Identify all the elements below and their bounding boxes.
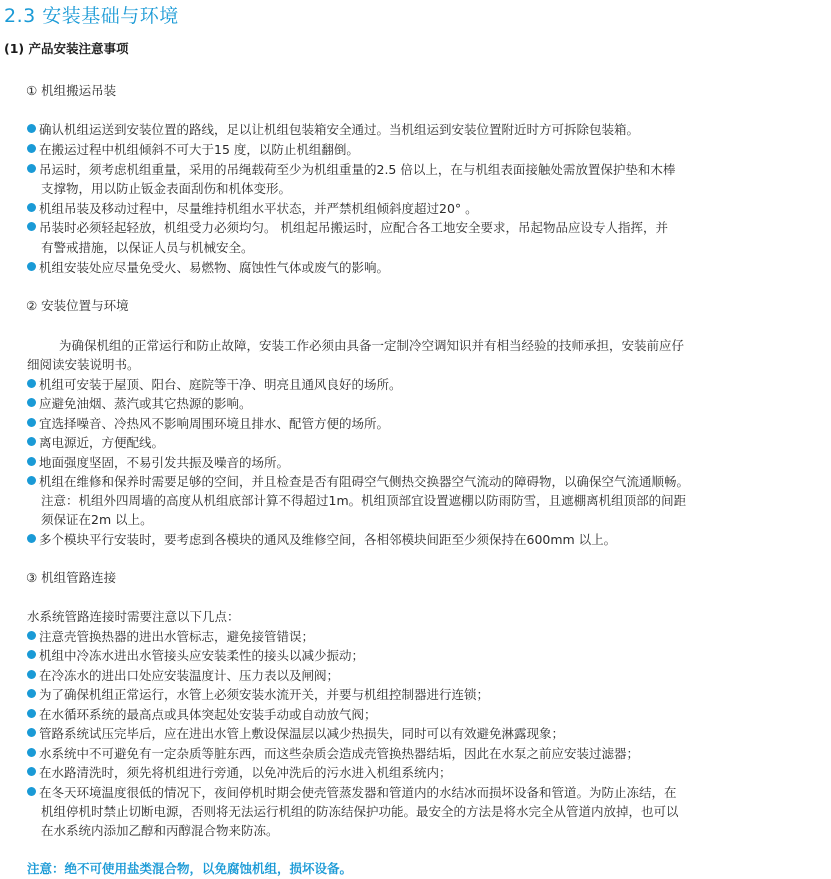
list-item: 多个模块平行安装时，要考虑到各模块的通风及维修空间，各相邻模块间距至少须保持在600mm 以上。	[27, 530, 616, 548]
page-title: 2.3 安装基础与环境	[4, 5, 179, 27]
warning-note: 注意：绝不可使用盐类混合物，以免腐蚀机组，损坏设备。	[27, 861, 353, 876]
list-item: 在搬运过程中机组倾斜不可大于15 度，以防止机组翻倒。	[27, 140, 359, 158]
list-item: 机组吊装及移动过程中，尽量维持机组水平状态，并严禁机组倾斜度超过20° 。	[27, 199, 478, 217]
list-item: 吊运时，须考虑机组重量，采用的吊绳载荷至少为机组重量的2.5 倍以上，在与机组表面接触处需放置保护垫和木棒	[27, 160, 675, 178]
paragraph-line: 细阅读安装说明书。	[27, 357, 140, 372]
list-item: 在水路清洗时，须先将机组进行旁通，以免冲洗后的污水进入机组系统内；	[27, 763, 452, 781]
section-subtitle: (1) 产品安装注意事项	[4, 41, 129, 56]
list-item: 地面强度坚固，不易引发共振及噪音的场所。	[27, 453, 289, 471]
list-item: 离电源近，方便配线。	[27, 433, 164, 451]
list-item-continuation: 支撑物，用以防止钣金表面刮伤和机体变形。	[41, 181, 292, 196]
list-item: 管路系统试压完毕后，应在进出水管上敷设保温层以减少热损失，同时可以有效避免淋露现象；	[27, 724, 564, 742]
list-item: 确认机组运送到安装位置的路线，足以让机组包装箱安全通过。当机组运到安装位置附近时方可拆除包装箱。	[27, 120, 639, 138]
list-item-continuation: 须保证在2m 以上。	[41, 512, 153, 527]
list-item: 为了确保机组正常运行，水管上必须安装水流开关，并要与机组控制器进行连锁；	[27, 685, 489, 703]
list-item: 吊装时必须轻起轻放，机组受力必须均匀。 机组起吊搬运时，应配合各工地安全要求，吊起物品应设专人指挥，并	[27, 218, 668, 236]
list-item-continuation: 在水系统内添加乙醇和丙醇混合物来防冻。	[41, 823, 279, 838]
paragraph-line: 为确保机组的正常运行和防止故障，安装工作必须由具备一定制冷空调知识并有相当经验的技师承担，安装前应仔	[59, 338, 685, 353]
section-1-heading: ① 机组搬运吊装	[26, 83, 117, 98]
section-2-heading: ② 安装位置与环境	[26, 298, 129, 313]
list-item: 机组中冷冻水进出水管接头应安装柔性的接头以减少振动；	[27, 646, 364, 664]
list-item: 机组安装处应尽量免受火、易燃物、腐蚀性气体或废气的影响。	[27, 258, 389, 276]
list-item: 水系统中不可避免有一定杂质等脏东西，而这些杂质会造成壳管换热器结垢，因此在水泵之前应安装过滤器；	[27, 744, 639, 762]
list-item: 注意壳管换热器的进出水管标志，避免接管错误；	[27, 627, 314, 645]
list-item: 在冷冻水的进出口处应安装温度计、压力表以及闸阀；	[27, 666, 339, 684]
list-item: 宜选择噪音、冷热风不影响周围环境且排水、配管方便的场所。	[27, 414, 389, 432]
list-item: 在冬天环境温度很低的情况下，夜间停机时期会使壳管蒸发器和管道内的水结冰而损坏设备和管道。为防止冻结，在	[27, 783, 677, 801]
section-3-heading: ③ 机组管路连接	[26, 570, 117, 585]
list-item: 在水循环系统的最高点或具体突起处安装手动或自动放气阀；	[27, 705, 377, 723]
list-item-continuation: 有警戒措施，以保证人员与机械安全。	[41, 240, 254, 255]
list-item-continuation: 机组停机时禁止切断电源，否则将无法运行机组的防冻结保护功能。最安全的方法是将水完全从管道内放掉，也可以	[41, 804, 679, 819]
list-item-continuation: 注意：机组外四周墙的高度从机组底部计算不得超过1m。机组顶部宜设置遮棚以防雨防雪，且遮棚离机组顶部的间距	[41, 493, 687, 508]
list-item: 机组在维修和保养时需要足够的空间，并且检查是否有阻碍空气侧热交换器空气流动的障碍物，以确保空气流通顺畅。	[27, 472, 689, 490]
paragraph-line: 水系统管路连接时需要注意以下几点：	[27, 609, 240, 624]
list-item: 机组可安装于屋顶、阳台、庭院等干净、明亮且通风良好的场所。	[27, 375, 402, 393]
list-item: 应避免油烟、蒸汽或其它热源的影响。	[27, 394, 252, 412]
